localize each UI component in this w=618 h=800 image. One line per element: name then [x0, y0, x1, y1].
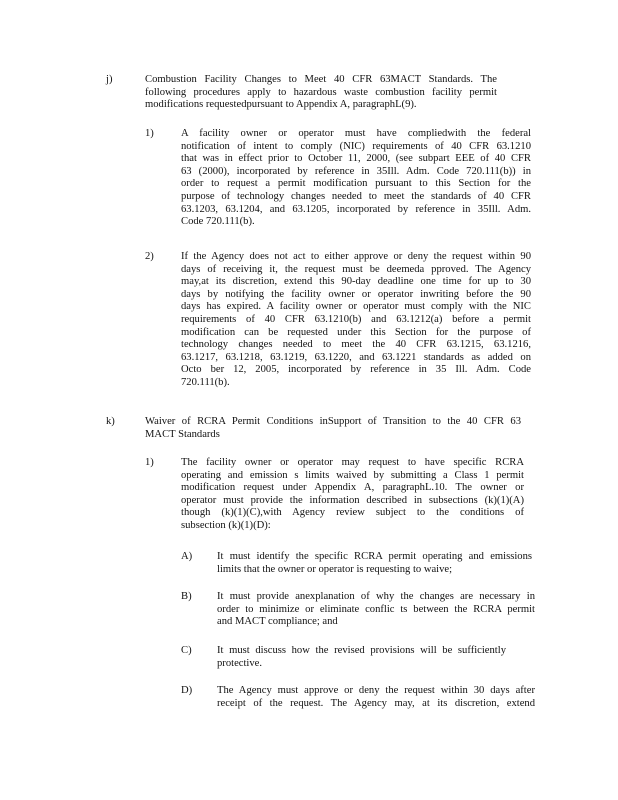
text-line: Octo ber 12, 2005, incorporated by reference in 35 Ill. Adm. Code [181, 364, 531, 376]
text-line: notification of intent to comply (NIC) requirements of 40 CFR 63.1210 [181, 140, 531, 152]
text-line: Waiver of RCRA Permit Conditions inSupport of Transition to the 40 CFR 63 [145, 416, 521, 427]
text-line: days has expired. A facility owner or operator must comply with the NIC [181, 301, 531, 313]
text-line: The facility owner or operator may request to have specific RCRA [181, 457, 524, 468]
text-line: Combustion Facility Changes to Meet 40 CFR 63MACT Standards. The [145, 74, 497, 85]
subitem-A-text [217, 551, 532, 576]
text-line: receipt of the request. The Agency may, at its discretion, extend [217, 697, 535, 709]
text-line: MACT Standards [145, 428, 220, 440]
text-line: though (k)(1)(C),with Agency review subject to the conditions of [181, 507, 524, 519]
text-line: modification request under Appendix A, paragraphL.10. The owner or [181, 482, 524, 494]
text-line: modification can be requested under this Section for the purpose of [181, 326, 531, 338]
text-line: The Agency must approve or deny the request within 30 days after [217, 685, 535, 696]
text-line: requirements of 40 CFR 63.1210(b) and 63.1212(a) before a permit [181, 313, 531, 325]
text-line: subsection (k)(1)(D): [181, 519, 271, 531]
item-label-j-2: 2) [145, 251, 154, 262]
text-line: A facility owner or operator must have compliedwith the federal [181, 128, 531, 139]
subitem-label-D: D) [181, 685, 193, 696]
text-line: operator must provide the information described in subsections (k)(1)(A) [181, 494, 524, 506]
text-line: 63 (2000), incorporated by reference in 35Ill. Adm. Code 720.111(b)) in [181, 165, 531, 177]
section-k-heading [145, 416, 521, 441]
text-line: days by notifying the facility owner or operator inwriting before the 90 [181, 288, 531, 300]
item-label-k-1: 1) [145, 457, 154, 468]
text-line: days of receiving it, the request must be deemeda pproved. The Agency [181, 263, 531, 275]
text-line: It must identify the specific RCRA permit operating and emissions [217, 551, 532, 562]
text-line: It must discuss how the revised provisions will be sufficiently [217, 645, 506, 656]
item-j-2-text [181, 251, 531, 390]
item-k-1-text [181, 457, 524, 533]
text-line: that was in effect prior to October 11, 2000, (see subpart EEE of 40 CFR [181, 153, 531, 165]
text-line: 63.1203, 63.1204, and 63.1205, incorporated by reference in 35Ill. Adm. [181, 203, 531, 215]
text-line: order to minimize or eliminate conflic ts between the RCRA permit [217, 603, 535, 615]
text-line: and MACT compliance; and [217, 616, 338, 628]
subitem-B-text [217, 591, 535, 629]
item-label-j-1: 1) [145, 128, 154, 139]
text-line: If the Agency does not act to either approve or deny the request within 90 [181, 251, 531, 262]
text-line: 63.1217, 63.1218, 63.1219, 63.1220, and 63.1221 standards as added on [181, 351, 531, 363]
text-line: may,at its discretion, extend this 90-day deadline one time for up to 30 [181, 276, 531, 288]
text-line: It must provide anexplanation of why the changes are necessary in [217, 591, 535, 602]
subitem-label-A: A) [181, 551, 193, 562]
text-line: technology changes needed to meet the 40 CFR 63.1215, 63.1216, [181, 339, 531, 351]
text-line: modifications requestedpursuant to Appendix A, paragraphL(9). [145, 99, 417, 111]
section-label-j: j) [106, 74, 113, 85]
text-line: purpose of technology changes needed to meet the standards of 40 CFR [181, 190, 531, 202]
subitem-label-B: B) [181, 591, 192, 602]
text-line: following procedures apply to hazardous waste combustion facility permit [145, 86, 497, 98]
text-line: protective. [217, 657, 263, 669]
text-line: 720.111(b). [181, 376, 230, 388]
subitem-C-text [217, 645, 506, 670]
section-j-heading [145, 74, 497, 112]
item-j-1-text [181, 128, 531, 229]
text-line: Code 720.111(b). [181, 216, 255, 228]
text-line: limits that the owner or operator is requesting to waive; [217, 563, 453, 575]
text-line: operating and emission s limits waived by submitting a Class 1 permit [181, 469, 524, 481]
section-label-k: k) [106, 416, 115, 427]
subitem-D-text [217, 685, 535, 710]
subitem-label-C: C) [181, 645, 192, 656]
text-line: order to request a permit modification pursuant to this Section for the [181, 178, 531, 190]
